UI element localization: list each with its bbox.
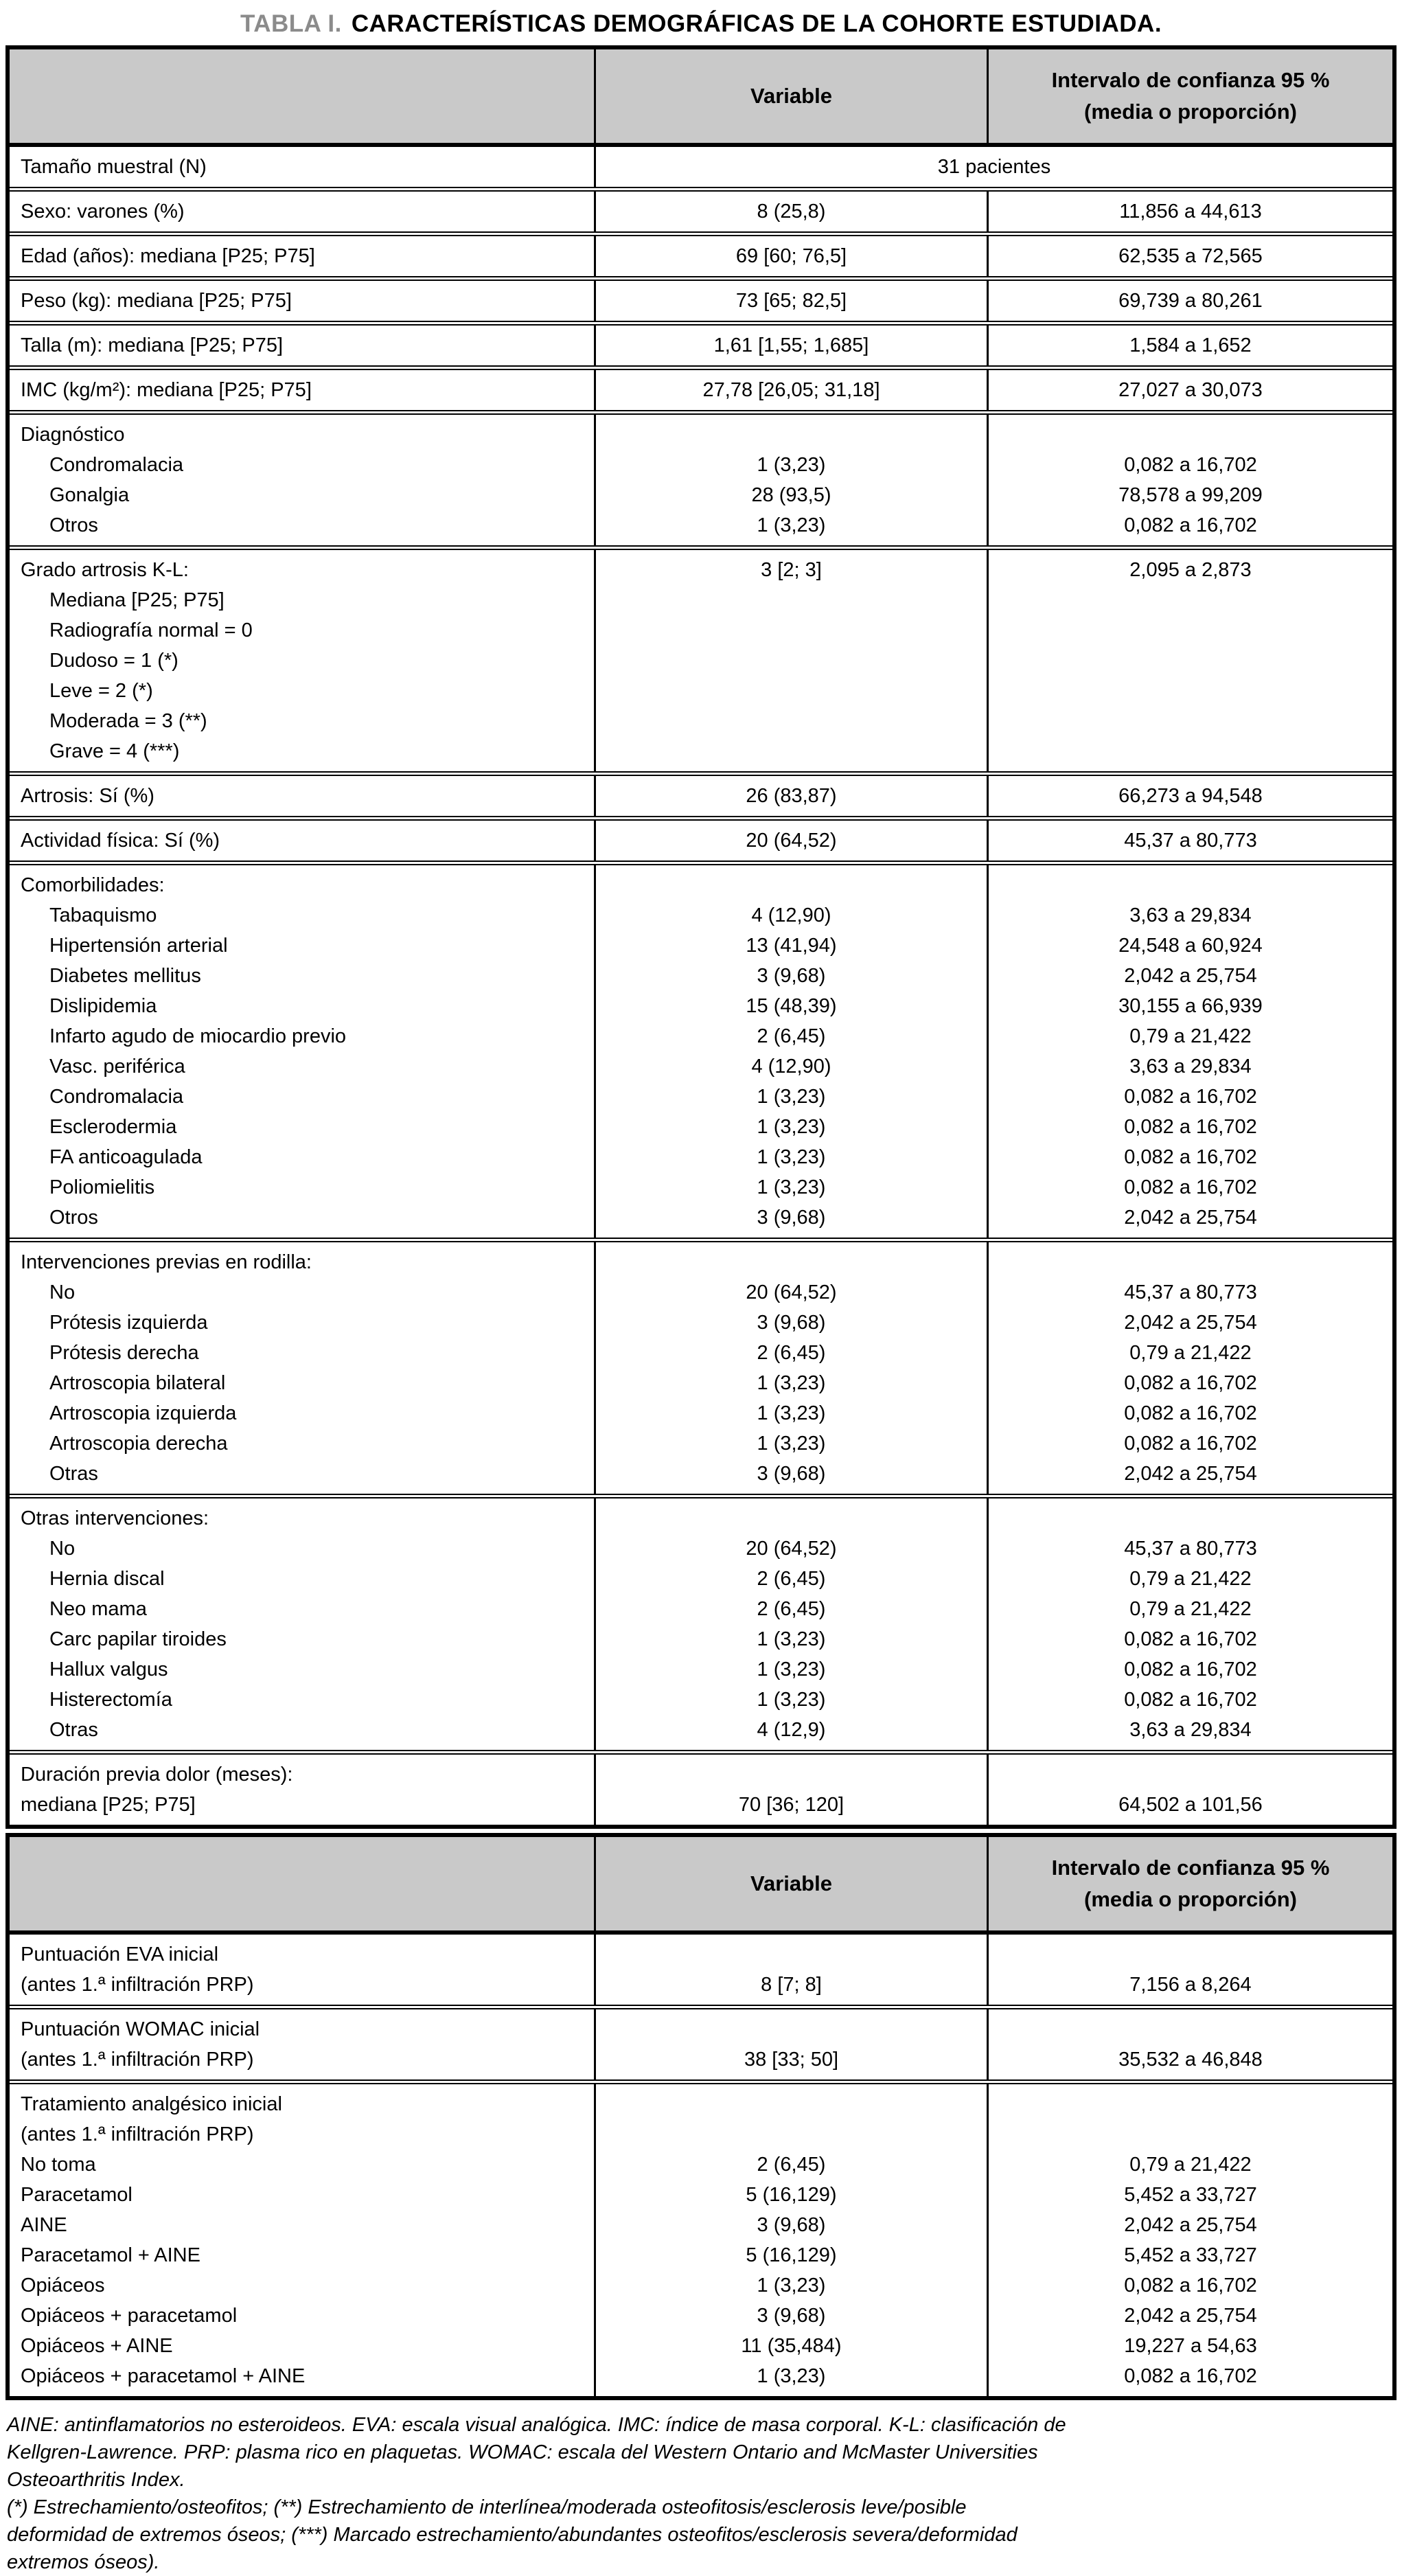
row-ci: 2,042 a 25,754: [1124, 1312, 1257, 1334]
row-label: Puntuación EVA inicial: [21, 1944, 219, 1965]
row-label: FA anticoagulada: [49, 1146, 203, 1168]
row-label: Grado artrosis K-L:: [21, 559, 189, 581]
row-label: Hallux valgus: [49, 1659, 168, 1680]
row-label: Gonalgia: [49, 484, 130, 506]
table-row-block: [10, 860, 1392, 1238]
row-ci-col: [989, 865, 1392, 1238]
row-value: 1 (3,23): [757, 1086, 826, 1108]
row-ci-col: [989, 415, 1392, 545]
table-row-block: [10, 771, 1392, 816]
row-value: [596, 585, 987, 615]
row-value: 27,78 [26,05; 31,18]: [702, 379, 880, 401]
row-value: 1 (3,23): [757, 1176, 826, 1198]
row-value: [596, 1939, 987, 1970]
row-label: Diabetes mellitus: [49, 965, 201, 987]
row-label: Intervenciones previas en rodilla:: [21, 1251, 312, 1273]
row-ci: 0,082 a 16,702: [1124, 1433, 1257, 1455]
row-value: 11 (35,484): [741, 2335, 842, 2357]
table-header-row: [10, 49, 1392, 147]
header-ci-cell: [989, 49, 1392, 143]
row-label-col: [10, 550, 596, 771]
row-label-col: [10, 1498, 596, 1750]
row-ci: 27,027 a 30,073: [1118, 379, 1263, 401]
row-label: No: [49, 1281, 76, 1303]
row-value-col: [596, 192, 989, 231]
row-label: Radiografía normal = 0: [49, 619, 253, 641]
row-label: (antes 1.ª infiltración PRP): [21, 2049, 254, 2071]
row-value-col: [596, 2084, 989, 2396]
row-value: [596, 1759, 987, 1790]
row-label-col: [10, 1242, 596, 1494]
row-label-col: [10, 236, 596, 276]
header-ci-cell: [989, 1837, 1392, 1930]
row-ci: [989, 1759, 1392, 1790]
header-variable-cell: Variable: [596, 1837, 989, 1930]
row-label: Tamaño muestral (N): [21, 156, 207, 178]
row-ci: 0,79 a 21,422: [1129, 1568, 1252, 1590]
row-label: No toma: [21, 2154, 96, 2176]
row-ci-col: [989, 192, 1392, 231]
table-row-block: [10, 2079, 1392, 2396]
row-value: 3 (9,68): [757, 1312, 826, 1334]
row-label: (antes 1.ª infiltración PRP): [21, 1974, 254, 1996]
row-value-col: [596, 821, 989, 860]
row-value: 38 [33; 50]: [744, 2049, 839, 2071]
row-label: Vasc. periférica: [49, 1056, 185, 1078]
row-ci: 19,227 a 54,63: [1124, 2335, 1257, 2357]
row-value: 3 (9,68): [757, 1463, 826, 1485]
row-ci-col: [989, 2084, 1392, 2396]
row-ci: 35,532 a 46,848: [1118, 2049, 1263, 2071]
row-ci: 0,082 a 16,702: [1124, 514, 1257, 536]
table-header-row: [10, 1837, 1392, 1935]
table-row-block: [10, 276, 1392, 321]
row-label: Puntuación WOMAC inicial: [21, 2018, 260, 2040]
row-value: [596, 646, 987, 676]
row-value-col: [596, 865, 989, 1238]
row-ci: 2,042 a 25,754: [1124, 1463, 1257, 1485]
row-ci-col: [989, 776, 1392, 816]
row-ci: 3,63 a 29,834: [1129, 904, 1252, 926]
row-ci-col: [989, 1242, 1392, 1494]
row-label: Opiáceos: [21, 2275, 105, 2296]
table-row-block: [10, 816, 1392, 860]
row-label-col: [10, 370, 596, 410]
row-ci-col: [989, 370, 1392, 410]
row-ci: [989, 1247, 1392, 1277]
row-value: 1 (3,23): [757, 1116, 826, 1138]
table-row-block: [10, 1494, 1392, 1750]
row-value: 5 (16,129): [746, 2184, 837, 2206]
row-value: 4 (12,9): [757, 1719, 826, 1741]
row-label: Dislipidemia: [49, 995, 157, 1017]
header-ci-line1: Intervalo de confianza 95 %: [1051, 68, 1330, 92]
table-row-block: [10, 1935, 1392, 2005]
row-value-col: [596, 326, 989, 365]
row-label: Otras intervenciones:: [21, 1507, 209, 1529]
header-ci-line1: Intervalo de confianza 95 %: [1051, 1856, 1330, 1880]
row-label: Paracetamol + AINE: [21, 2244, 200, 2266]
footnote-line: deformidad de extremos óseos; (***) Marcado estrechamiento/abundantes osteofitos/esclerosis severa/deformidad: [7, 2524, 1018, 2546]
header-empty-cell: [10, 49, 596, 143]
row-ci: 0,082 a 16,702: [1124, 1402, 1257, 1424]
row-ci: 0,082 a 16,702: [1124, 1086, 1257, 1108]
row-value: 5 (16,129): [746, 2244, 837, 2266]
row-label: Otras: [49, 1719, 98, 1741]
row-value-col: [596, 415, 989, 545]
row-ci: 0,082 a 16,702: [1124, 1689, 1257, 1711]
row-ci-col: [989, 821, 1392, 860]
row-value: 2 (6,45): [757, 1025, 826, 1047]
row-ci-col: [989, 1755, 1392, 1825]
row-ci-col: [989, 236, 1392, 276]
table-row-block: [10, 365, 1392, 410]
row-value: 3 (9,68): [757, 2305, 826, 2327]
row-value: 4 (12,90): [751, 1056, 831, 1078]
row-value-col: [596, 236, 989, 276]
table-row-block: [10, 321, 1392, 365]
row-label-col: [10, 415, 596, 545]
row-label-col: [10, 821, 596, 860]
row-value: 20 (64,52): [746, 1538, 837, 1560]
row-ci: 3,63 a 29,834: [1129, 1056, 1252, 1078]
row-ci: [989, 1939, 1392, 1970]
row-label: Paracetamol: [21, 2184, 133, 2206]
row-value: 1 (3,23): [757, 1659, 826, 1680]
row-ci: 2,042 a 25,754: [1124, 1207, 1257, 1229]
row-value: [596, 2089, 987, 2119]
row-value: 1 (3,23): [757, 1689, 826, 1711]
row-value: 1 (3,23): [757, 1628, 826, 1650]
header-ci-line2: (media o proporción): [1084, 1887, 1297, 1911]
table-title-label: TABLA I.: [240, 10, 342, 37]
row-value: 1,61 [1,55; 1,685]: [713, 334, 869, 356]
row-value: 1 (3,23): [757, 1372, 826, 1394]
row-value: [596, 615, 987, 646]
row-ci-col: [989, 1498, 1392, 1750]
row-label: Opiáceos + AINE: [21, 2335, 173, 2357]
row-label: Tratamiento analgésico inicial: [21, 2093, 282, 2115]
row-label: Edad (años): mediana [P25; P75]: [21, 245, 315, 267]
row-ci: 2,042 a 25,754: [1124, 2305, 1257, 2327]
row-value: [596, 1503, 987, 1534]
row-value-col: [596, 1935, 989, 2005]
row-ci: 45,37 a 80,773: [1124, 830, 1257, 852]
row-ci-col: [989, 326, 1392, 365]
row-ci: [989, 615, 1392, 646]
row-value: 1 (3,23): [757, 2275, 826, 2296]
row-ci: 45,37 a 80,773: [1124, 1281, 1257, 1303]
footnote-line: AINE: antinflamatorios no esteroideos. EVA: escala visual analógica. IMC: índice de masa corporal. K-L: clasificación de: [7, 2414, 1066, 2436]
row-ci: 0,79 a 21,422: [1129, 2154, 1252, 2176]
row-label: Mediana [P25; P75]: [49, 589, 225, 611]
row-label-col: [10, 776, 596, 816]
table-row-block: [10, 2005, 1392, 2079]
footnote-line: Osteoarthritis Index.: [7, 2469, 185, 2491]
row-value: 31 pacientes: [937, 156, 1051, 178]
row-ci: 3,63 a 29,834: [1129, 1719, 1252, 1741]
row-value: 28 (93,5): [751, 484, 831, 506]
row-ci: 24,548 a 60,924: [1118, 935, 1263, 957]
row-value: 3 (9,68): [757, 2214, 826, 2236]
row-value: 3 (9,68): [757, 1207, 826, 1229]
row-label-col: [10, 192, 596, 231]
row-ci: 78,578 a 99,209: [1118, 484, 1263, 506]
row-value: 15 (48,39): [746, 995, 837, 1017]
row-value: 69 [60; 76,5]: [735, 245, 847, 267]
row-label: Hernia discal: [49, 1568, 165, 1590]
row-ci: [989, 676, 1392, 706]
row-label: Prótesis izquierda: [49, 1312, 208, 1334]
row-value: 4 (12,90): [751, 904, 831, 926]
header-variable-cell: Variable: [596, 49, 989, 143]
row-value: 3 [2; 3]: [761, 559, 822, 581]
row-ci: 0,082 a 16,702: [1124, 1372, 1257, 1394]
row-value: [596, 676, 987, 706]
row-label: Diagnóstico: [21, 424, 125, 446]
header-empty-cell: [10, 1837, 596, 1930]
row-ci: 64,502 a 101,56: [1118, 1794, 1263, 1816]
row-value: [596, 1247, 987, 1277]
row-label-col: [10, 326, 596, 365]
row-ci: 0,082 a 16,702: [1124, 1116, 1257, 1138]
row-label: AINE: [21, 2214, 67, 2236]
row-label: mediana [P25; P75]: [21, 1794, 196, 1816]
row-label: Infarto agudo de miocardio previo: [49, 1025, 347, 1047]
row-label: Artrosis: Sí (%): [21, 785, 154, 807]
row-label: Otras: [49, 1463, 98, 1485]
row-value-col: [596, 1242, 989, 1494]
row-ci: [989, 585, 1392, 615]
data-table-1: [5, 45, 1397, 1829]
row-value: 1 (3,23): [757, 1146, 826, 1168]
table-row-block: [10, 1238, 1392, 1494]
table-row-block: [10, 147, 1392, 187]
row-value: 1 (3,23): [757, 1433, 826, 1455]
row-ci: 0,79 a 21,422: [1129, 1342, 1252, 1364]
row-label: Prótesis derecha: [49, 1342, 199, 1364]
row-value-col: [596, 1498, 989, 1750]
row-ci: [989, 2089, 1392, 2119]
row-label-col: [10, 281, 596, 321]
row-label: Poliomielitis: [49, 1176, 155, 1198]
row-ci: [989, 870, 1392, 900]
row-label: Tabaquismo: [49, 904, 157, 926]
row-value: [596, 2014, 987, 2044]
row-ci: 5,452 a 33,727: [1124, 2184, 1257, 2206]
footnote-line: extremos óseos).: [7, 2551, 160, 2573]
row-label: Grave = 4 (***): [49, 740, 180, 762]
row-label-col: [10, 865, 596, 1238]
row-ci: 2,042 a 25,754: [1124, 2214, 1257, 2236]
table-row-block: [10, 231, 1392, 276]
row-label: Artroscopia izquierda: [49, 1402, 237, 1424]
table-row-block: [10, 1750, 1392, 1825]
row-value: [596, 736, 987, 766]
row-label-col: [10, 1935, 596, 2005]
row-ci: 66,273 a 94,548: [1118, 785, 1263, 807]
row-value: 2 (6,45): [757, 1598, 826, 1620]
row-value: 1 (3,23): [757, 1402, 826, 1424]
row-label: Condromalacia: [49, 454, 184, 476]
row-value: 1 (3,23): [757, 2365, 826, 2387]
row-value: 2 (6,45): [757, 2154, 826, 2176]
row-value-col: [596, 776, 989, 816]
footnotes: [7, 2411, 1395, 2576]
row-label: Sexo: varones (%): [21, 201, 185, 223]
row-value: 20 (64,52): [746, 830, 837, 852]
tables: [5, 45, 1397, 2400]
row-label: Esclerodermia: [49, 1116, 177, 1138]
row-ci: 30,155 a 66,939: [1118, 995, 1263, 1017]
row-label-col: [10, 1755, 596, 1825]
row-value: 26 (83,87): [746, 785, 837, 807]
row-ci: 2,095 a 2,873: [1129, 559, 1252, 581]
row-label: Talla (m): mediana [P25; P75]: [21, 334, 284, 356]
row-value-col: [596, 370, 989, 410]
row-value: [596, 2119, 987, 2150]
table-row-block: [10, 545, 1392, 771]
row-ci: 0,082 a 16,702: [1124, 1628, 1257, 1650]
row-label: Hipertensión arterial: [49, 935, 228, 957]
row-label-col: [10, 147, 596, 187]
row-ci: 0,082 a 16,702: [1124, 1659, 1257, 1680]
row-label: Dudoso = 1 (*): [49, 650, 179, 672]
row-label: Histerectomía: [49, 1689, 172, 1711]
row-label: No: [49, 1538, 76, 1560]
row-value: 8 [7; 8]: [761, 1974, 822, 1996]
row-value: 1 (3,23): [757, 454, 826, 476]
row-value-col: [596, 550, 989, 771]
table-row-block: [10, 410, 1392, 545]
footnote-line: (*) Estrechamiento/osteofitos; (**) Estrechamiento de interlínea/moderada osteofitosis/esclerosis leve/posible: [7, 2496, 967, 2518]
row-value: 1 (3,23): [757, 514, 826, 536]
row-label: Duración previa dolor (meses):: [21, 1764, 293, 1786]
row-label: Neo mama: [49, 1598, 147, 1620]
row-label: Comorbilidades:: [21, 874, 165, 896]
row-span-value: [596, 147, 1392, 187]
row-value: 2 (6,45): [757, 1568, 826, 1590]
row-ci: 7,156 a 8,264: [1129, 1974, 1252, 1996]
row-value: 20 (64,52): [746, 1281, 837, 1303]
row-label: Otros: [49, 514, 98, 536]
row-ci: 5,452 a 33,727: [1124, 2244, 1257, 2266]
row-ci-col: [989, 1935, 1392, 2005]
row-label-col: [10, 2084, 596, 2396]
table-title-text: CARACTERÍSTICAS DEMOGRÁFICAS DE LA COHORTE ESTUDIADA.: [351, 10, 1162, 37]
row-ci-col: [989, 281, 1392, 321]
row-label: Condromalacia: [49, 1086, 184, 1108]
row-value: 3 (9,68): [757, 965, 826, 987]
row-ci: 1,584 a 1,652: [1129, 334, 1252, 356]
row-value-col: [596, 281, 989, 321]
row-label: (antes 1.ª infiltración PRP): [21, 2123, 254, 2145]
row-label: IMC (kg/m²): mediana [P25; P75]: [21, 379, 312, 401]
row-value-col: [596, 1755, 989, 1825]
row-ci: [989, 420, 1392, 450]
row-ci: 0,082 a 16,702: [1124, 454, 1257, 476]
row-value: [596, 706, 987, 736]
row-ci: 0,082 a 16,702: [1124, 2365, 1257, 2387]
row-label: Leve = 2 (*): [49, 680, 153, 702]
row-label: Artroscopia bilateral: [49, 1372, 226, 1394]
row-ci: 69,739 a 80,261: [1118, 290, 1263, 312]
row-ci: 0,79 a 21,422: [1129, 1025, 1252, 1047]
row-value: 2 (6,45): [757, 1342, 826, 1364]
row-label: Artroscopia derecha: [49, 1433, 228, 1455]
row-ci: 11,856 a 44,613: [1119, 201, 1262, 223]
row-label-col: [10, 2009, 596, 2079]
row-ci: 62,535 a 72,565: [1118, 245, 1263, 267]
row-label: Otros: [49, 1207, 98, 1229]
row-ci: [989, 1503, 1392, 1534]
row-ci: 0,79 a 21,422: [1129, 1598, 1252, 1620]
row-label: Opiáceos + paracetamol + AINE: [21, 2365, 306, 2387]
row-ci: 0,082 a 16,702: [1124, 2275, 1257, 2296]
row-value: 70 [36; 120]: [738, 1794, 844, 1816]
row-value: [596, 420, 987, 450]
row-ci: 0,082 a 16,702: [1124, 1176, 1257, 1198]
row-value-col: [596, 2009, 989, 2079]
row-ci: [989, 646, 1392, 676]
row-value: 13 (41,94): [746, 935, 837, 957]
table-row-block: [10, 187, 1392, 231]
table-title: [0, 0, 1402, 45]
row-ci: [989, 2119, 1392, 2150]
row-label: Moderada = 3 (**): [49, 710, 207, 732]
row-value: 73 [65; 82,5]: [735, 290, 847, 312]
footnote-line: Kellgren-Lawrence. PRP: plasma rico en plaquetas. WOMAC: escala del Western Ontario and McMaster Universities: [7, 2441, 1038, 2463]
row-ci: 0,082 a 16,702: [1124, 1146, 1257, 1168]
header-ci-line2: (media o proporción): [1084, 100, 1297, 124]
row-ci-col: [989, 2009, 1392, 2079]
data-table-2: [5, 1833, 1397, 2400]
row-ci: 2,042 a 25,754: [1124, 965, 1257, 987]
row-value: 8 (25,8): [757, 201, 826, 223]
row-label: Carc papilar tiroides: [49, 1628, 227, 1650]
row-ci: [989, 2014, 1392, 2044]
row-ci: [989, 706, 1392, 736]
row-ci: [989, 736, 1392, 766]
row-label: Actividad física: Sí (%): [21, 830, 220, 852]
row-value: [596, 870, 987, 900]
row-ci: 45,37 a 80,773: [1124, 1538, 1257, 1560]
row-ci-col: [989, 550, 1392, 771]
row-label: Peso (kg): mediana [P25; P75]: [21, 290, 292, 312]
row-label: Opiáceos + paracetamol: [21, 2305, 238, 2327]
